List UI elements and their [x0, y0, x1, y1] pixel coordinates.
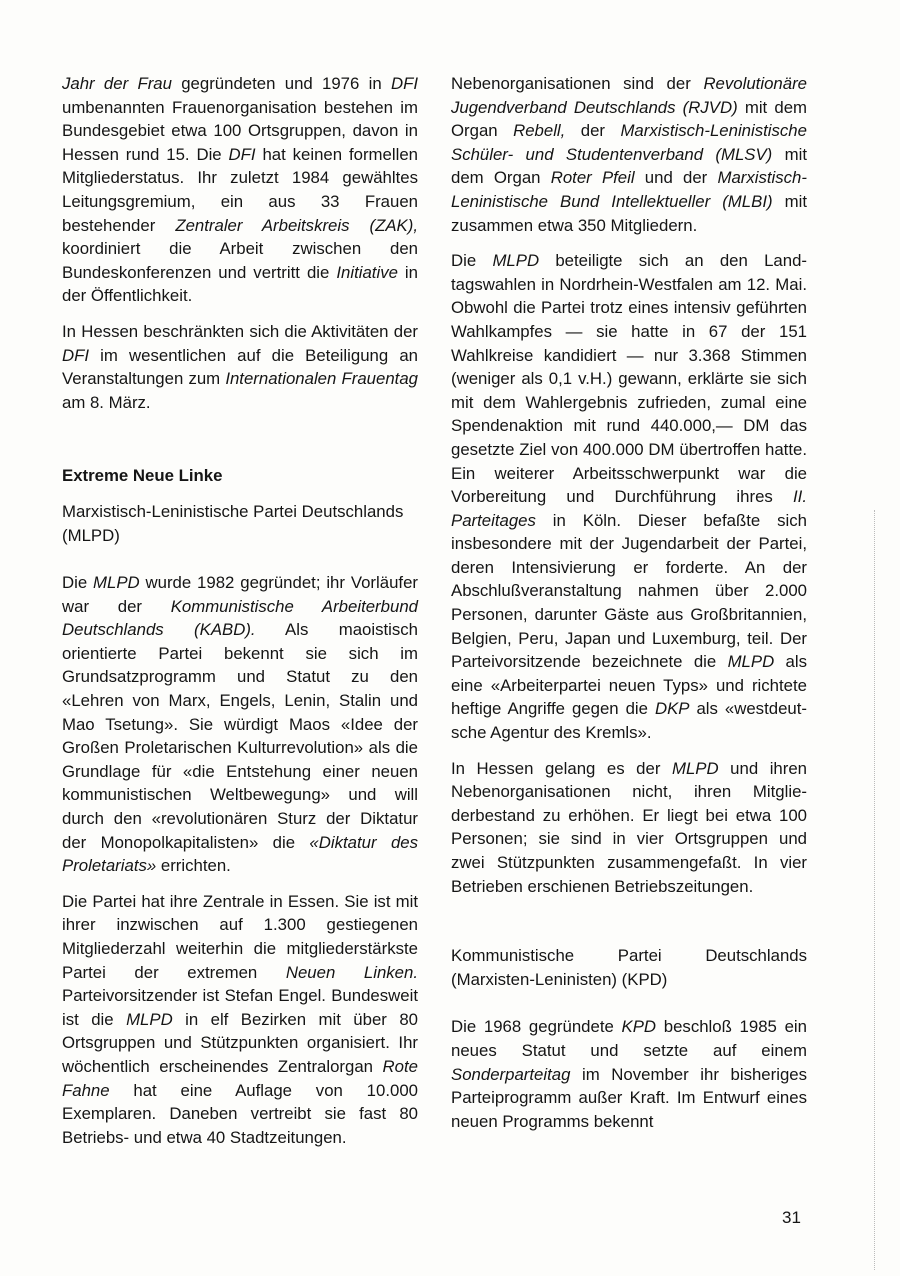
subsection-heading-mlpd: Marxistisch-Leninistische Partei Deutschlands (MLPD) [62, 501, 404, 545]
paragraph-mlpd-founding: Die MLPD wurde 1982 gegründet; ihr Vorläufer war der Kommunistische Arbeiterbund Deutschlands (KABD). Als maoistisch orientierte Partei bekennt sie sich im Grundsatzprogramm und Statut zu den «Lehren von Marx, Engels, Lenin, Stalin und Mao Tsetung». Sie würdigt Maos «Idee der Großen Proletarischen Kulturrevolution» als die Grundlage für «die Entstehung einer neuen kommunistischen Weltbewegung» und will durch den «revolutionären Sturz der Diktatur der Monopolkapitalisten» die «Diktatur des Proletariats» errichten. [62, 573, 418, 876]
paragraph-mlpd-hessen: In Hessen gelang es der MLPD und ihren Nebenorganisationen nicht, ihren Mitgliederbestand zu erhöhen. Er liegt bei etwa 100 Personen; sie sind in vier Ortsgruppen und zwei Stützpunkten zusammengefaßt. In vier Betrieben erschienen Betriebszeitungen. [451, 758, 808, 896]
left-column [62, 72, 418, 1149]
paragraph-mlpd-organisation: Die Partei hat ihre Zentrale in Essen. Sie ist mit ihrer inzwischen auf 1.300 gestiegenen Mitgliederzahl weiterhin die mitgliederstärkste Partei der extremen Neuen Linken. Parteivorsitzender ist Stefan Engel. Bundesweit ist die MLPD in elf Bezirken mit über 80 Ortsgruppen und Stützpunkten organisiert. Ihr wöchentlich erscheinendes Zentralorgan Rote Fahne hat eine Auflage von 10.000 Exemplaren. Daneben vertreibt sie fast 80 Betriebs- und etwa 40 Stadtzeitungen. [62, 891, 419, 1147]
paragraph-mlpd-suborganisations: Nebenorganisationen sind der Revolutionäre Jugendverband Deutschlands (RJVD) mit dem Organ Rebell, der Marxistisch-Leninistische Schüler- und Studentenverband (MLSV) mit dem Organ Roter Pfeil und der Marxistisch-Leninistische Bund Intellektueller (MLBI) mit zusammen etwa 350 Mitgliedern. [451, 74, 808, 235]
page-number: 31 [782, 1208, 801, 1227]
right-column [451, 72, 807, 1133]
scan-margin-artifact [874, 510, 876, 1270]
subsection-heading-kpd: Kommunistische Partei Deutschlands (Marxisten-Leninisten) (KPD) [451, 946, 807, 989]
section-heading: Extreme Neue Linke [62, 466, 223, 486]
paragraph-dfi-hessen: In Hessen beschränkten sich die Aktivitäten der DFI im wesentlichen auf die Beteiligung an Veranstaltungen zum Internationalen Frauentag am 8. März. [62, 321, 418, 412]
paragraph-kpd: Die 1968 gegründete KPD beschloß 1985 ein neues Statut und setzte auf einem Sonderparteitag im November ihr bisheriges Parteiprogramm außer Kraft. Im Entwurf eines neuen Programms bekennt [451, 1017, 807, 1131]
paragraph-mlpd-elections: Die MLPD beteiligte sich an den Landtagswahlen in Nordrhein-Westfalen am 12. Mai. Obwohl die Partei trotz eines intensiv geführten Wahlkampfes — sie hatte in 67 der 151 Wahlkreise kandidiert — nur 3.368 Stimmen (weniger als 0,1 v.H.) gewann, erklärte sie sich mit dem Wahlergebnis zufrieden, zumal eine Spendenaktion mit rund 440.000,— DM das gesetzte Ziel von 400.000 DM übertroffen hatte. Ein weiterer Arbeitsschwerpunkt war die Vorbereitung und Durchführung ihres II. Parteitages in Köln. Dieser befaßte sich insbesondere mit der Jugendarbeit der Partei, deren Intensivierung er forderte. An der Abschlußveranstaltung nahmen über 2.000 Personen, darunter Gäste aus Großbritannien, Belgien, Peru, Japan und Luxemburg, teil. Der Parteivorsitzende bezeichnete die MLPD als eine «Arbeiterpartei neuen Typs» und richtete heftige Angriffe gegen die DKP als «westdeutsche Agentur des Kremls». [451, 251, 808, 743]
paragraph-dfi-organisation: Jahr der Frau gegründeten und 1976 in DFI umbenannten Frauenorganisation bestehen im Bundesgebiet etwa 100 Ortsgruppen, davon in Hessen rund 15. Die DFI hat keinen formellen Mitgliederstatus. Ihr zuletzt 1984 gewähltes Leitungsgremium, ein aus 33 Frauen bestehender Zentraler Arbeitskreis (ZAK), koordiniert die Arbeit zwischen den Bundeskonferenzen und vertritt die Initiative in der Öffentlichkeit. [62, 74, 418, 306]
